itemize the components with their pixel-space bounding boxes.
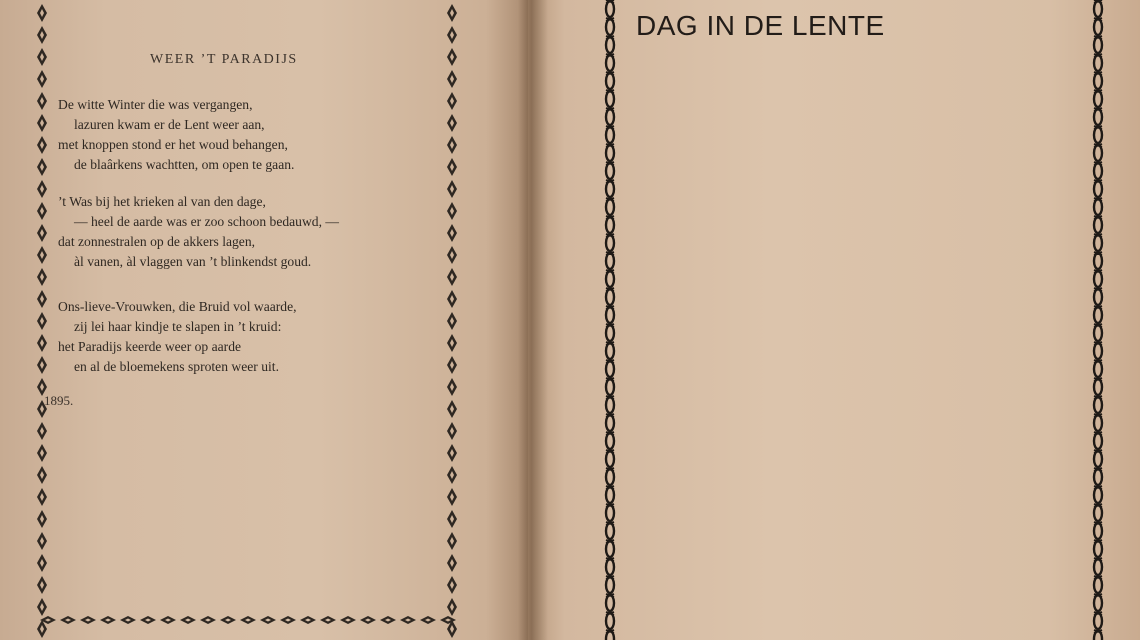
ornament-chain-cross (606, 522, 614, 525)
ornament-diamond (37, 356, 47, 374)
ornament-diamond (420, 616, 436, 624)
ornament-chain-cross (1094, 450, 1102, 453)
ornament-chain-cross (606, 216, 614, 219)
ornament-chain-cross (606, 576, 614, 579)
ornament-chain-cross (606, 306, 614, 309)
ornament-chain-cross (606, 252, 614, 255)
poem-line: ’t Was bij het krieken al van den dage, (58, 194, 266, 209)
ornament-diamond (37, 180, 47, 198)
ornament-diamond (37, 554, 47, 572)
book-gutter (518, 0, 548, 640)
ornament-diamond (447, 312, 457, 330)
ornament-chain-cross (1094, 486, 1102, 489)
ornament-chain-cross (606, 432, 614, 435)
ornament-chain-cross (1094, 306, 1102, 309)
ornament-chain-cross (1094, 270, 1102, 273)
ornament-chain-cross (606, 36, 614, 39)
ornament-chain-cross (606, 90, 614, 93)
ornament-diamond (447, 554, 457, 572)
ornament-chain-cross (1094, 198, 1102, 201)
ornament-diamond (447, 158, 457, 176)
ornament-diamond (40, 616, 56, 624)
ornament-chain-cross (1094, 432, 1102, 435)
ornament-chain-cross (606, 468, 614, 471)
ornament-diamond (447, 70, 457, 88)
ornament-diamond (400, 616, 416, 624)
poem-line: lazuren kwam er de Lent weer aan, (74, 117, 265, 132)
poem-line: àl vanen, àl vlaggen van ’t blinkendst goud. (74, 254, 312, 269)
ornament-diamond (447, 26, 457, 44)
ornament-chain-cross (1094, 18, 1102, 21)
ornament-diamond (447, 378, 457, 396)
ornament-diamond (447, 532, 457, 550)
ornament-chain-cross (606, 234, 614, 237)
ornament-chain-cross (606, 504, 614, 507)
ornament-chain-cross (606, 414, 614, 417)
ornament-chain-cross (1094, 612, 1102, 615)
ornament-diamond (37, 268, 47, 286)
ornament-diamond (37, 334, 47, 352)
ornament-chain-cross (606, 324, 614, 327)
ornament-diamond (440, 616, 456, 624)
ornament-chain-cross (606, 450, 614, 453)
ornament-diamond (37, 136, 47, 154)
ornament-chain-cross (606, 144, 614, 147)
ornament-diamond (340, 616, 356, 624)
poem-line: de blaârkens wachtten, om open te gaan. (74, 157, 295, 172)
ornament-chain-cross (606, 270, 614, 273)
ornament-chain-cross (606, 540, 614, 543)
poem-line: De witte Winter die was vergangen, (58, 97, 253, 112)
ornament-chain-cross (1094, 108, 1102, 111)
ornament-diamond (37, 466, 47, 484)
ornament-chain-cross (606, 54, 614, 57)
ornament-chain-cross (1094, 216, 1102, 219)
poem-line: zij lei haar kindje te slapen in ’t kruid: (74, 319, 282, 334)
ornament-diamond (180, 616, 196, 624)
ornament-chain-cross (606, 630, 614, 633)
right-book-page (528, 0, 1140, 640)
ornament-chain-cross (1094, 594, 1102, 597)
ornament-diamond (37, 576, 47, 594)
ornament-chain-cross (1094, 576, 1102, 579)
ornament-diamond (447, 444, 457, 462)
ornament-diamond (447, 180, 457, 198)
ornament-diamond (140, 616, 156, 624)
ornament-diamond (37, 224, 47, 242)
ornament-chain-cross (1094, 36, 1102, 39)
ornament-diamond (447, 48, 457, 66)
ornament-diamond (120, 616, 136, 624)
poem-stanza-3 (58, 297, 297, 377)
ornament-diamond (260, 616, 276, 624)
ornament-chain-cross (606, 162, 614, 165)
ornament-diamond (447, 422, 457, 440)
ornament-chain-cross (606, 0, 614, 3)
ornament-diamond (37, 444, 47, 462)
ornament-chain-cross (1094, 180, 1102, 183)
ornament-chain-cross (1094, 288, 1102, 291)
ornament-diamond (37, 290, 47, 308)
right-page-right-chain-border (1086, 0, 1110, 640)
poem-stanza-2 (58, 192, 339, 272)
poem-line: Ons-lieve-Vrouwken, die Bruid vol waarde, (58, 299, 297, 314)
ornament-diamond (447, 400, 457, 418)
ornament-chain-cross (606, 198, 614, 201)
ornament-chain-cross (1094, 558, 1102, 561)
ornament-diamond (447, 576, 457, 594)
ornament-diamond (320, 616, 336, 624)
ornament-diamond (37, 158, 47, 176)
ornament-chain-cross (1094, 144, 1102, 147)
ornament-diamond (280, 616, 296, 624)
ornament-chain-cross (1094, 540, 1102, 543)
ornament-chain-cross (1094, 504, 1102, 507)
ornament-diamond (37, 26, 47, 44)
ornament-chain-cross (1094, 90, 1102, 93)
ornament-chain-cross (606, 126, 614, 129)
ornament-diamond (37, 48, 47, 66)
ornament-chain-cross (606, 180, 614, 183)
ornament-diamond (37, 202, 47, 220)
poem-line: en al de bloemekens sproten weer uit. (74, 359, 279, 374)
ornament-diamond (447, 466, 457, 484)
left-page-bottom-ornament-border (36, 608, 456, 632)
ornament-chain-cross (1094, 396, 1102, 399)
ornament-diamond (447, 488, 457, 506)
ornament-diamond (300, 616, 316, 624)
ornament-diamond (447, 246, 457, 264)
ornament-chain-cross (606, 108, 614, 111)
ornament-chain-cross (606, 396, 614, 399)
ornament-chain-cross (1094, 468, 1102, 471)
ornament-chain-cross (606, 342, 614, 345)
ornament-chain-cross (1094, 630, 1102, 633)
ornament-chain-cross (1094, 72, 1102, 75)
ornament-diamond (37, 114, 47, 132)
ornament-chain-cross (606, 288, 614, 291)
ornament-chain-cross (1094, 54, 1102, 57)
ornament-diamond (37, 532, 47, 550)
ornament-diamond (447, 4, 457, 22)
ornament-diamond (447, 268, 457, 286)
ornament-diamond (447, 356, 457, 374)
ornament-chain-cross (1094, 414, 1102, 417)
left-page-right-ornament-border (440, 0, 464, 640)
poem-year: 1895. (44, 393, 74, 408)
ornament-diamond (37, 4, 47, 22)
ornament-diamond (447, 136, 457, 154)
ornament-diamond (60, 616, 76, 624)
ornament-diamond (160, 616, 176, 624)
ornament-diamond (447, 334, 457, 352)
ornament-chain-cross (606, 378, 614, 381)
ornament-diamond (200, 616, 216, 624)
ornament-diamond (37, 510, 47, 528)
ornament-chain-cross (1094, 162, 1102, 165)
ornament-diamond (447, 224, 457, 242)
ornament-chain-cross (606, 360, 614, 363)
ornament-chain-cross (606, 72, 614, 75)
ornament-diamond (37, 422, 47, 440)
ornament-diamond (447, 92, 457, 110)
ornament-diamond (37, 70, 47, 88)
ornament-diamond (447, 510, 457, 528)
poem-line: met knoppen stond er het woud behangen, (58, 137, 288, 152)
ornament-diamond (37, 488, 47, 506)
poem-line: dat zonnestralen op de akkers lagen, (58, 234, 256, 249)
ornament-chain-cross (1094, 126, 1102, 129)
poem-title: WEER ’T PARADIJS (150, 52, 298, 67)
ornament-diamond (360, 616, 376, 624)
ornament-chain-cross (1094, 522, 1102, 525)
ornament-chain-cross (606, 594, 614, 597)
poem-line: het Paradijs keerde weer op aarde (58, 339, 242, 354)
ornament-chain-cross (1094, 234, 1102, 237)
poem-line: — heel de aarde was er zoo schoon bedauwd, — (74, 214, 339, 229)
ornament-diamond (80, 616, 96, 624)
ornament-diamond (37, 312, 47, 330)
right-page-left-chain-border (598, 0, 622, 640)
ornament-diamond (37, 246, 47, 264)
ornament-diamond (380, 616, 396, 624)
left-book-page (0, 0, 528, 640)
section-title: DAG IN DE LENTE (636, 10, 885, 41)
ornament-chain-cross (1094, 360, 1102, 363)
ornament-chain-cross (1094, 0, 1102, 3)
ornament-chain-cross (1094, 324, 1102, 327)
ornament-diamond (240, 616, 256, 624)
ornament-diamond (447, 114, 457, 132)
ornament-chain-cross (1094, 342, 1102, 345)
ornament-diamond (447, 202, 457, 220)
poem-stanza-1 (58, 95, 294, 175)
ornament-chain-cross (606, 18, 614, 21)
ornament-chain-cross (606, 612, 614, 615)
ornament-chain-cross (1094, 252, 1102, 255)
ornament-chain-cross (1094, 378, 1102, 381)
ornament-diamond (447, 290, 457, 308)
ornament-diamond (100, 616, 116, 624)
ornament-diamond (37, 92, 47, 110)
ornament-chain-cross (606, 486, 614, 489)
ornament-diamond (220, 616, 236, 624)
ornament-chain-cross (606, 558, 614, 561)
left-page-left-ornament-border (30, 0, 54, 640)
